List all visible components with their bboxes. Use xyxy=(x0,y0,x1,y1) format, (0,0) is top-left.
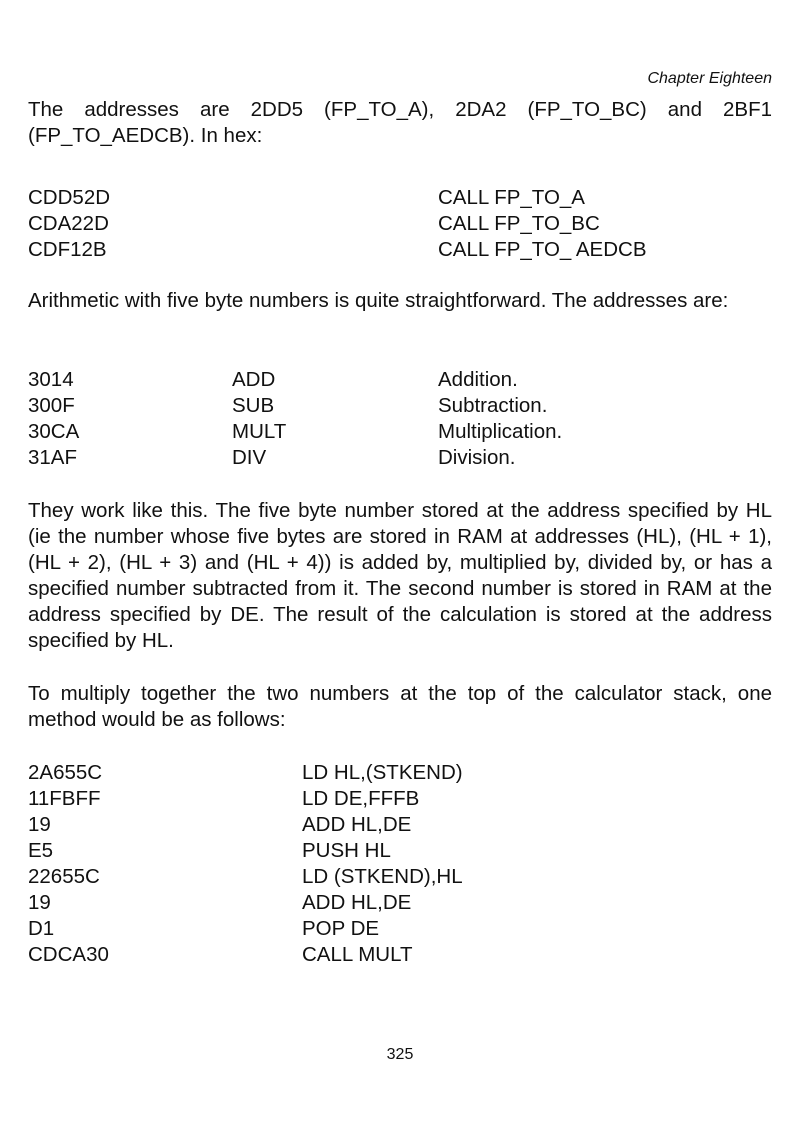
table-row xyxy=(28,890,772,916)
hex-code: CDD52D xyxy=(28,186,111,209)
hex-code: 11FBFF xyxy=(28,787,101,810)
table-row xyxy=(28,812,772,838)
multiply-code-table xyxy=(28,760,772,968)
arithmetic-address-table xyxy=(28,367,772,471)
instruction: CALL FP_TO_A xyxy=(438,186,585,209)
paragraph-addresses xyxy=(28,97,772,149)
instruction: ADD HL,DE xyxy=(302,891,412,914)
table-row xyxy=(28,864,772,890)
address: 300F xyxy=(28,394,75,417)
hex-call-table xyxy=(28,185,772,263)
operation: ADD xyxy=(232,368,276,391)
paragraph-arithmetic xyxy=(28,288,772,314)
instruction: CALL FP_TO_BC xyxy=(438,212,600,235)
paragraph-text: They work like this. The five byte number stored at the address specified by HL (ie the number whose five bytes are stored in RAM at addresses (HL), (HL + 1), (HL + 2), (HL + 3) and (HL + 4)) is added by, multiplied by, divided by, or has a specified number subtracted from it. The second number is stored in RAM at the address specified by DE. The result of the calculation is stored at the address specified by HL. xyxy=(28,499,772,652)
table-row xyxy=(28,942,772,968)
paragraph-how-it-works xyxy=(28,498,772,654)
description: Addition. xyxy=(438,368,518,391)
instruction: PUSH HL xyxy=(302,839,391,862)
paragraph-text: The addresses are 2DD5 (FP_TO_A), 2DA2 (FP_TO_BC) and 2BF1 (FP_TO_AEDCB). In hex: xyxy=(28,98,772,147)
hex-code: CDCA30 xyxy=(28,943,109,966)
paragraph-text: To multiply together the two numbers at the top of the calculator stack, one method would be as follows: xyxy=(28,682,772,731)
operation: DIV xyxy=(232,446,267,469)
hex-code: CDF12B xyxy=(28,238,107,261)
operation: MULT xyxy=(232,420,287,443)
table-row xyxy=(28,419,772,445)
hex-code: 19 xyxy=(28,813,51,836)
table-row xyxy=(28,211,772,237)
paragraph-multiply xyxy=(28,681,772,733)
instruction: LD HL,(STKEND) xyxy=(302,761,463,784)
chapter-heading: Chapter Eighteen xyxy=(647,70,772,87)
page-number: 325 xyxy=(386,1046,414,1063)
description: Subtraction. xyxy=(438,394,548,417)
address: 3014 xyxy=(28,368,74,391)
table-row xyxy=(28,185,772,211)
hex-code: 19 xyxy=(28,891,51,914)
description: Multiplication. xyxy=(438,420,563,443)
table-row xyxy=(28,760,772,786)
address: 30CA xyxy=(28,420,80,443)
operation: SUB xyxy=(232,394,275,417)
table-row xyxy=(28,393,772,419)
table-row xyxy=(28,237,772,263)
instruction: LD DE,FFFB xyxy=(302,787,420,810)
hex-code: E5 xyxy=(28,839,54,862)
table-row xyxy=(28,838,772,864)
table-row xyxy=(28,786,772,812)
instruction: ADD HL,DE xyxy=(302,813,412,836)
table-row xyxy=(28,367,772,393)
hex-code: CDA22D xyxy=(28,212,109,235)
address: 31AF xyxy=(28,446,77,469)
table-row xyxy=(28,916,772,942)
table-row xyxy=(28,445,772,471)
paragraph-text: Arithmetic with five byte numbers is quite straightforward. The addresses are: xyxy=(28,289,729,312)
hex-code: D1 xyxy=(28,917,55,940)
instruction: CALL FP_TO_ AEDCB xyxy=(438,238,647,261)
description: Division. xyxy=(438,446,516,469)
hex-code: 22655C xyxy=(28,865,100,888)
instruction: CALL MULT xyxy=(302,943,413,966)
instruction: LD (STKEND),HL xyxy=(302,865,463,888)
hex-code: 2A655C xyxy=(28,761,103,784)
instruction: POP DE xyxy=(302,917,380,940)
